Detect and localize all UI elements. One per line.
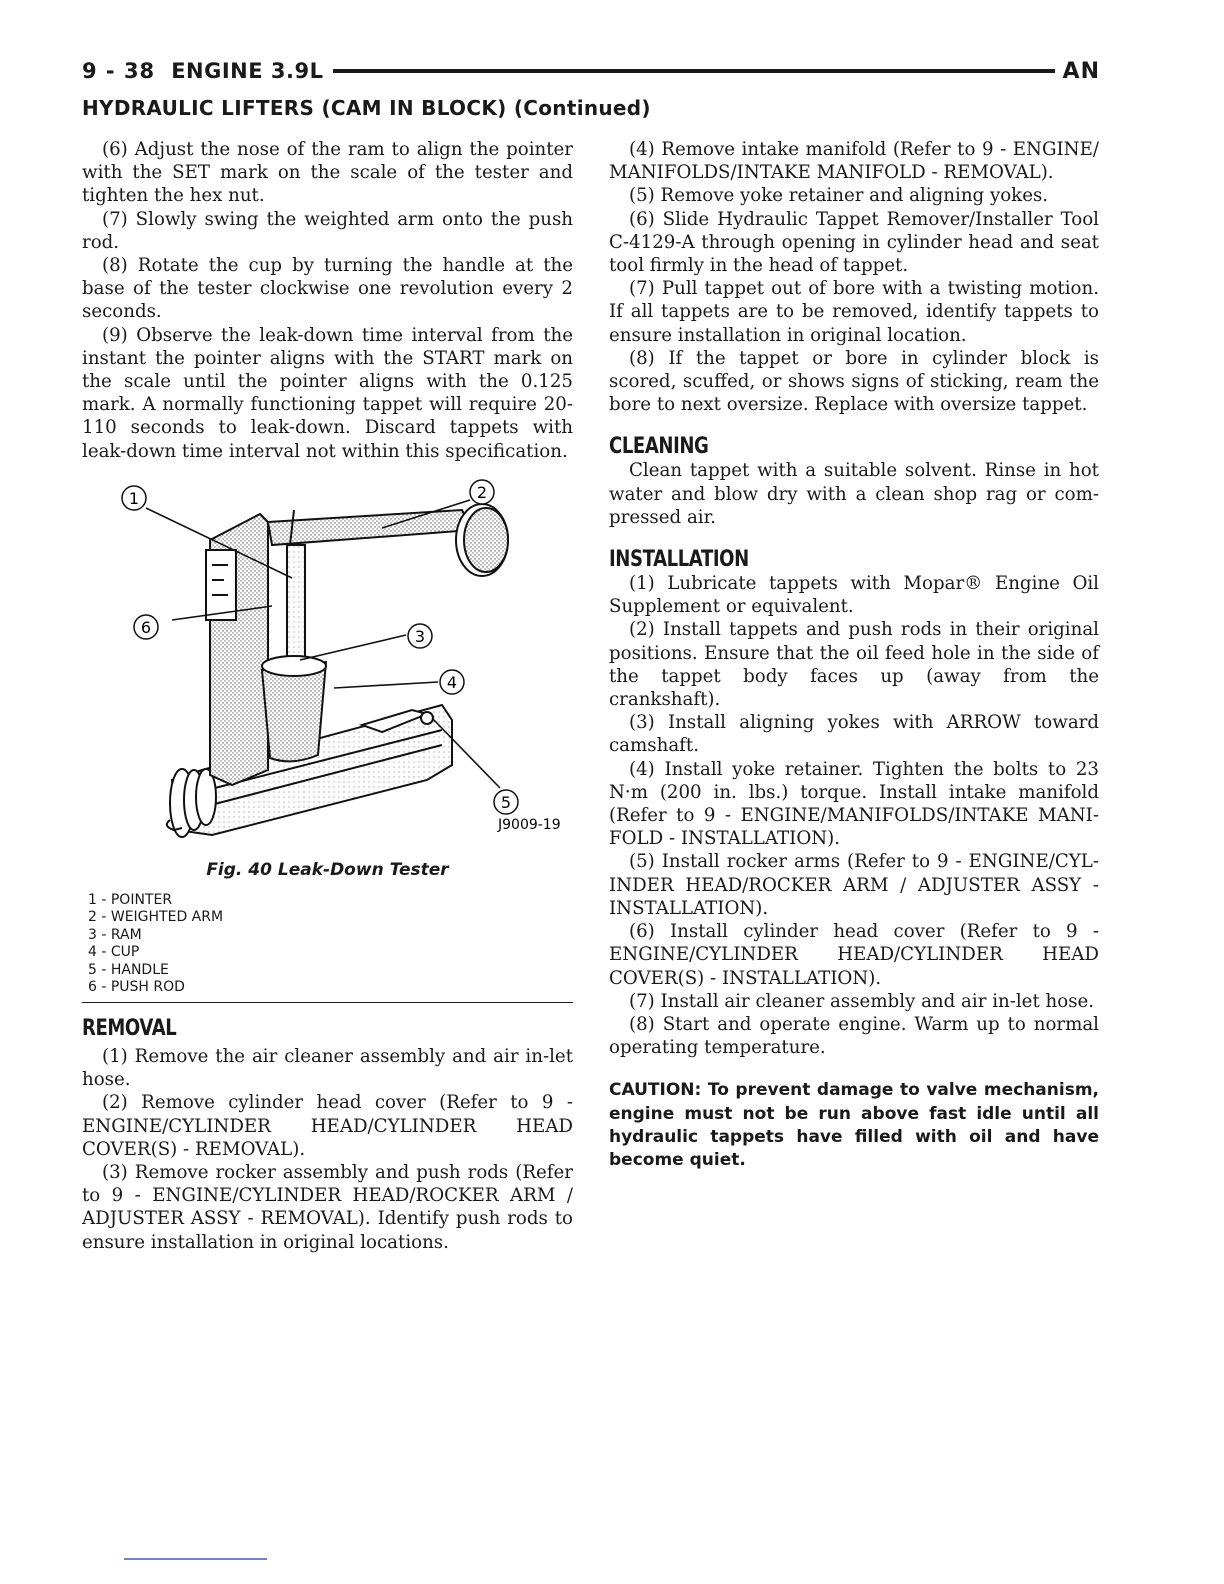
paragraph: (7) Slowly swing the weighted arm onto the push rod.	[82, 208, 573, 253]
paragraph: (5) Remove yoke retainer and aligning yokes.	[629, 185, 1049, 207]
engine-title: ENGINE 3.9L	[171, 59, 324, 83]
cup	[262, 656, 326, 761]
paragraph: (8) Start and operate engine. Warm up to normal operating temperature.	[609, 1013, 1099, 1059]
paragraph: (2) Remove cylinder head cover (Refer to 9 - ENGINE/CYLINDER HEAD/CYLINDER HEAD COVER(S) - REMOVAL).	[82, 1092, 573, 1160]
svg-text:4: 4	[446, 673, 458, 692]
edition-code: AN	[1062, 58, 1100, 84]
paragraph: Clean tappet with a suitable solvent. Rinse in hot water and blow dry with a clean shop rag or com-pressed air.	[609, 460, 1099, 528]
caution-notice: CAUTION: To prevent damage to valve mechanism, engine must not be run above fast idle until all hydraulic tappets have filled with oil and have become quiet.	[609, 1080, 1099, 1170]
paragraph: (8) If the tappet or bore in cylinder block is scored, scuffed, or shows signs of sticking, ream the bore to next oversize. Replace with oversize tappet.	[609, 347, 1099, 416]
left-column	[82, 138, 573, 463]
figure-legend	[88, 892, 223, 996]
section-title: HYDRAULIC LIFTERS (CAM IN BLOCK) (Continued)	[82, 96, 651, 120]
callout-1	[122, 486, 146, 510]
callout-4	[440, 670, 464, 694]
svg-text:6: 6	[140, 618, 152, 637]
weight	[456, 504, 508, 576]
legend-item: 3 - RAM	[88, 926, 142, 943]
svg-text:1: 1	[128, 489, 140, 508]
paragraph: (6) Slide Hydraulic Tappet Remover/Installer Tool C-4129-A through opening in cylinder head and seat tool firmly in the head of tappet.	[609, 208, 1099, 277]
svg-text:2: 2	[476, 483, 488, 502]
figure-caption: Fig. 40 Leak-Down Tester	[206, 860, 449, 880]
installation-heading: INSTALLATION	[609, 547, 749, 573]
paragraph: (6) Adjust the nose of the ram to align the pointer with the SET mark on the scale of the tester and tighten the hex nut.	[82, 139, 573, 207]
callout-6	[134, 615, 158, 639]
page-number: 9 - 38	[82, 59, 156, 83]
paragraph: (1) Remove the air cleaner assembly and air in-let hose.	[82, 1046, 573, 1091]
svg-text:5: 5	[500, 793, 512, 812]
svg-text:3: 3	[414, 627, 426, 646]
legend-item: 4 - CUP	[88, 944, 140, 961]
paragraph: (3) Install aligning yokes with ARROW toward camshaft.	[609, 712, 1099, 757]
removal-heading: REMOVAL	[82, 1016, 177, 1041]
paragraph: (2) Install tappets and push rods in their original positions. Ensure that the oil feed hole in the side of the tappet body faces up (away from the crankshaft).	[609, 619, 1099, 711]
paragraph: (7) Install air cleaner assembly and air in-let hose.	[629, 990, 1095, 1012]
paragraph: (3) Remove rocker assembly and push rods (Refer to 9 - ENGINE/CYLINDER HEAD/ROCKER ARM / ADJUSTER ASSY - REMOVAL). Identify push rods to ensure installation in original locations.	[82, 1162, 573, 1253]
footer-line	[124, 1558, 267, 1560]
paragraph: (8) Rotate the cup by turning the handle at the base of the tester clockwise one revolution every 2 seconds.	[82, 255, 573, 323]
page-header	[82, 56, 1100, 86]
legend-item: 1 - POINTER	[88, 892, 173, 908]
paragraph: (6) Install cylinder head cover (Refer to 9 - ENGINE/CYLINDER HEAD/CYLINDER HEAD COVER(S) - INSTALLATION).	[609, 921, 1099, 989]
paragraph: (5) Install rocker arms (Refer to 9 - ENGINE/CYL-INDER HEAD/ROCKER ARM / ADJUSTER ASSY - INSTALLATION).	[609, 851, 1099, 919]
paragraph: (7) Pull tappet out of bore with a twisting motion. If all tappets are to be removed, identify tappets to ensure installation in original location.	[609, 278, 1099, 346]
callout-5	[494, 790, 518, 814]
paragraph: (4) Remove intake manifold (Refer to 9 - ENGINE/ MANIFOLDS/INTAKE MANIFOLD - REMOVAL).	[609, 139, 1099, 184]
cleaning-heading: CLEANING	[609, 434, 709, 460]
legend-item: 5 - HANDLE	[88, 961, 169, 978]
header-rule	[333, 69, 1054, 73]
paragraph: (4) Install yoke retainer. Tighten the bolts to 23 N·m (200 in. lbs.) torque. Install intake manifold (Refer to 9 - ENGINE/MANIFOLDS/INTAKE MANI-FOLD - INSTALLATION).	[609, 758, 1099, 850]
callout-3	[408, 624, 432, 648]
figure-code: J9009-19	[498, 817, 561, 833]
leak-down-tester-figure	[82, 470, 573, 854]
leak-down-tester-illustration	[82, 470, 573, 850]
callout-2	[470, 480, 494, 504]
legend-divider	[82, 1002, 573, 1003]
removal-section	[82, 1016, 573, 1254]
legend-item: 6 - PUSH ROD	[88, 979, 185, 996]
paragraph: (9) Observe the leak-down time interval from the instant the pointer aligns with the START mark on the scale until the pointer aligns with the 0.125 mark. A normally functioning tappet will require 20-110 seconds to leak-down. Discard tappets with leak-down time interval not within this specification.	[82, 324, 573, 462]
paragraph: (1) Lubricate tappets with Mopar® Engine Oil Supplement or equivalent.	[609, 573, 1099, 618]
right-column	[609, 138, 1099, 1172]
legend-item: 2 - WEIGHTED ARM	[88, 909, 224, 926]
